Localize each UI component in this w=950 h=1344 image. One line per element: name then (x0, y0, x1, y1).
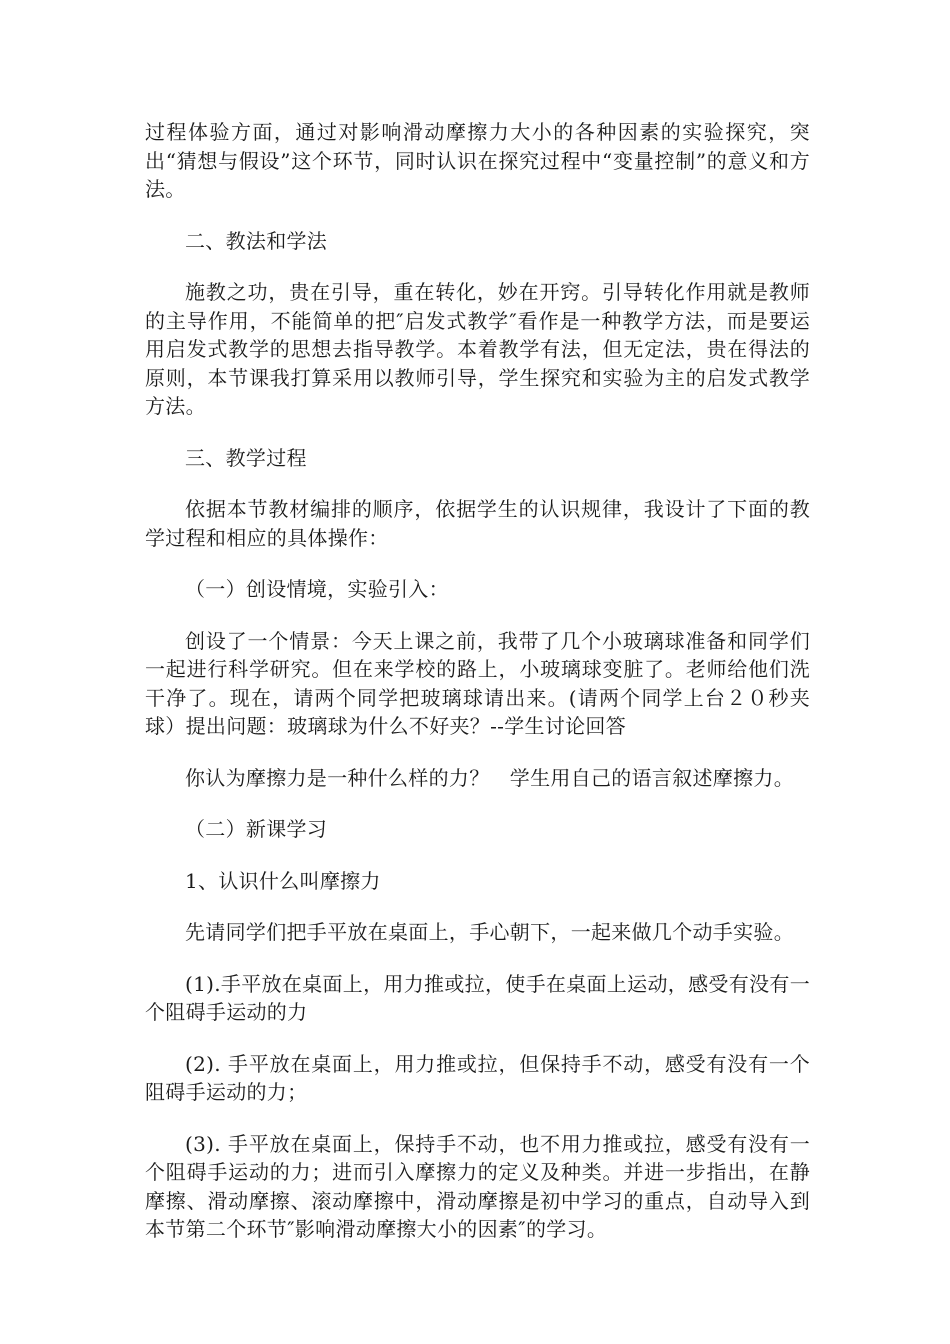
paragraph-process-intro: 依据本节教材编排的顺序，依据学生的认识规律，我设计了下面的教学过程和相应的具体操作： (145, 497, 810, 550)
document-body (145, 118, 810, 1267)
subheading-what-is-friction: 1、认识什么叫摩擦力 (185, 868, 381, 893)
subheading-situation: （一）创设情境，实验引入： (185, 577, 449, 601)
paragraph-question: 你认为摩擦力是一种什么样的力？ 学生用自己的语言叙述摩擦力。 (185, 765, 794, 790)
section-heading-process: 三、教学过程 (185, 445, 307, 470)
section-heading-methods: 二、教法和学法 (185, 228, 328, 253)
paragraph-experiment-2: (2). 手平放在桌面上，用力推或拉，但保持手不动，感受有没有一个阻碍手运动的力； (145, 1051, 810, 1104)
paragraph-experiment-intro: 先请同学们把手平放在桌面上，手心朝下，一起来做几个动手实验。 (185, 920, 794, 944)
paragraph-experiment-1: (1).手平放在桌面上，用力推或拉，使手在桌面上运动，感受有没有一个阻碍手运动的力 (145, 971, 810, 1024)
paragraph-continuation: 过程体验方面，通过对影响滑动摩擦力大小的各种因素的实验探究，突出“猜想与假设”这个环节，同时认识在探究过程中“变量控制”的意义和方法。 (145, 120, 810, 201)
paragraph-experiment-3: (3). 手平放在桌面上，保持手不动，也不用力推或拉，感受有没有一个阻碍手运动的力；进而引入摩擦力的定义及种类。并进一步指出，在静摩擦、滑动摩擦、滚动摩擦中，滑动摩擦是初中学习的重点，自动导入到本节第二个环节″影响滑动摩擦大小的因素″的学习。 (145, 1131, 810, 1241)
paragraph-methods: 施教之功，贵在引导，重在转化，妙在开窍。引导转化作用就是教师的主导作用，不能简单的把″启发式教学″看作是一种教学方法，而是要运用启发式教学的思想去指导教学。本着教学有法，但无定法，贵在得法的原则，本节课我打算采用以教师引导，学生探究和实验为主的启发式教学方法。 (145, 280, 810, 418)
paragraph-situation: 创设了一个情景：今天上课之前，我带了几个小玻璃球准备和同学们一起进行科学研究。但在来学校的路上，小玻璃球变脏了。老师给他们洗干净了。现在，请两个同学把玻璃球请出来。(请两个同学上台２０秒夹球）提出问题：玻璃球为什么不好夹？--学生讨论回答 (145, 628, 810, 738)
subheading-new-lesson: （二）新课学习 (185, 817, 328, 841)
